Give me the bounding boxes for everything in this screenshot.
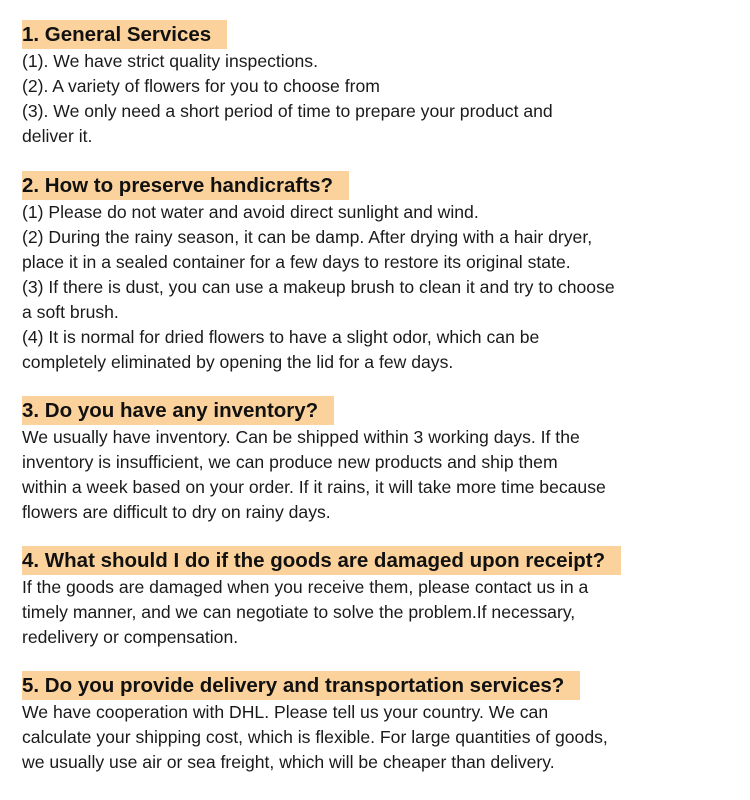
body-line: inventory is insufficient, we can produce new products and ship them	[22, 452, 558, 472]
section-body	[22, 700, 734, 775]
section-heading: 3. Do you have any inventory?	[22, 396, 334, 425]
body-line: place it in a sealed container for a few days to restore its original state.	[22, 252, 571, 272]
section-inventory	[22, 396, 734, 525]
body-line: a soft brush.	[22, 302, 119, 322]
section-heading: 4. What should I do if the goods are damaged upon receipt?	[22, 546, 621, 575]
body-line: (3). We only need a short period of time to prepare your product and	[22, 101, 553, 121]
body-line: (2). A variety of flowers for you to choose from	[22, 76, 380, 96]
body-line: timely manner, and we can negotiate to solve the problem.If necessary,	[22, 602, 576, 622]
section-body	[22, 200, 734, 375]
section-general-services	[22, 20, 734, 149]
section-body	[22, 49, 734, 149]
section-damaged-goods	[22, 546, 734, 650]
body-line: (2) During the rainy season, it can be damp. After drying with a hair dryer,	[22, 227, 593, 247]
section-heading: 1. General Services	[22, 20, 227, 49]
body-line: we usually use air or sea freight, which will be cheaper than delivery.	[22, 752, 555, 772]
body-line: (3) If there is dust, you can use a makeup brush to clean it and try to choose	[22, 277, 615, 297]
body-line: We have cooperation with DHL. Please tell us your country. We can	[22, 702, 549, 722]
body-line: If the goods are damaged when you receive them, please contact us in a	[22, 577, 589, 597]
body-line: calculate your shipping cost, which is flexible. For large quantities of goods,	[22, 727, 608, 747]
body-line: (1) Please do not water and avoid direct sunlight and wind.	[22, 202, 479, 222]
section-body	[22, 575, 734, 650]
body-line: within a week based on your order. If it rains, it will take more time because	[22, 477, 606, 497]
body-line: deliver it.	[22, 126, 93, 146]
section-heading: 5. Do you provide delivery and transportation services?	[22, 671, 580, 700]
section-delivery-transport	[22, 671, 734, 775]
body-line: (4) It is normal for dried flowers to have a slight odor, which can be	[22, 327, 540, 347]
body-line: redelivery or compensation.	[22, 627, 239, 647]
section-body	[22, 425, 734, 525]
body-line: (1). We have strict quality inspections.	[22, 51, 318, 71]
body-line: We usually have inventory. Can be shipped within 3 working days. If the	[22, 427, 580, 447]
section-heading: 2. How to preserve handicrafts?	[22, 171, 349, 200]
body-line: completely eliminated by opening the lid for a few days.	[22, 352, 454, 372]
section-preserve-handicrafts	[22, 171, 734, 375]
body-line: flowers are difficult to dry on rainy days.	[22, 502, 331, 522]
